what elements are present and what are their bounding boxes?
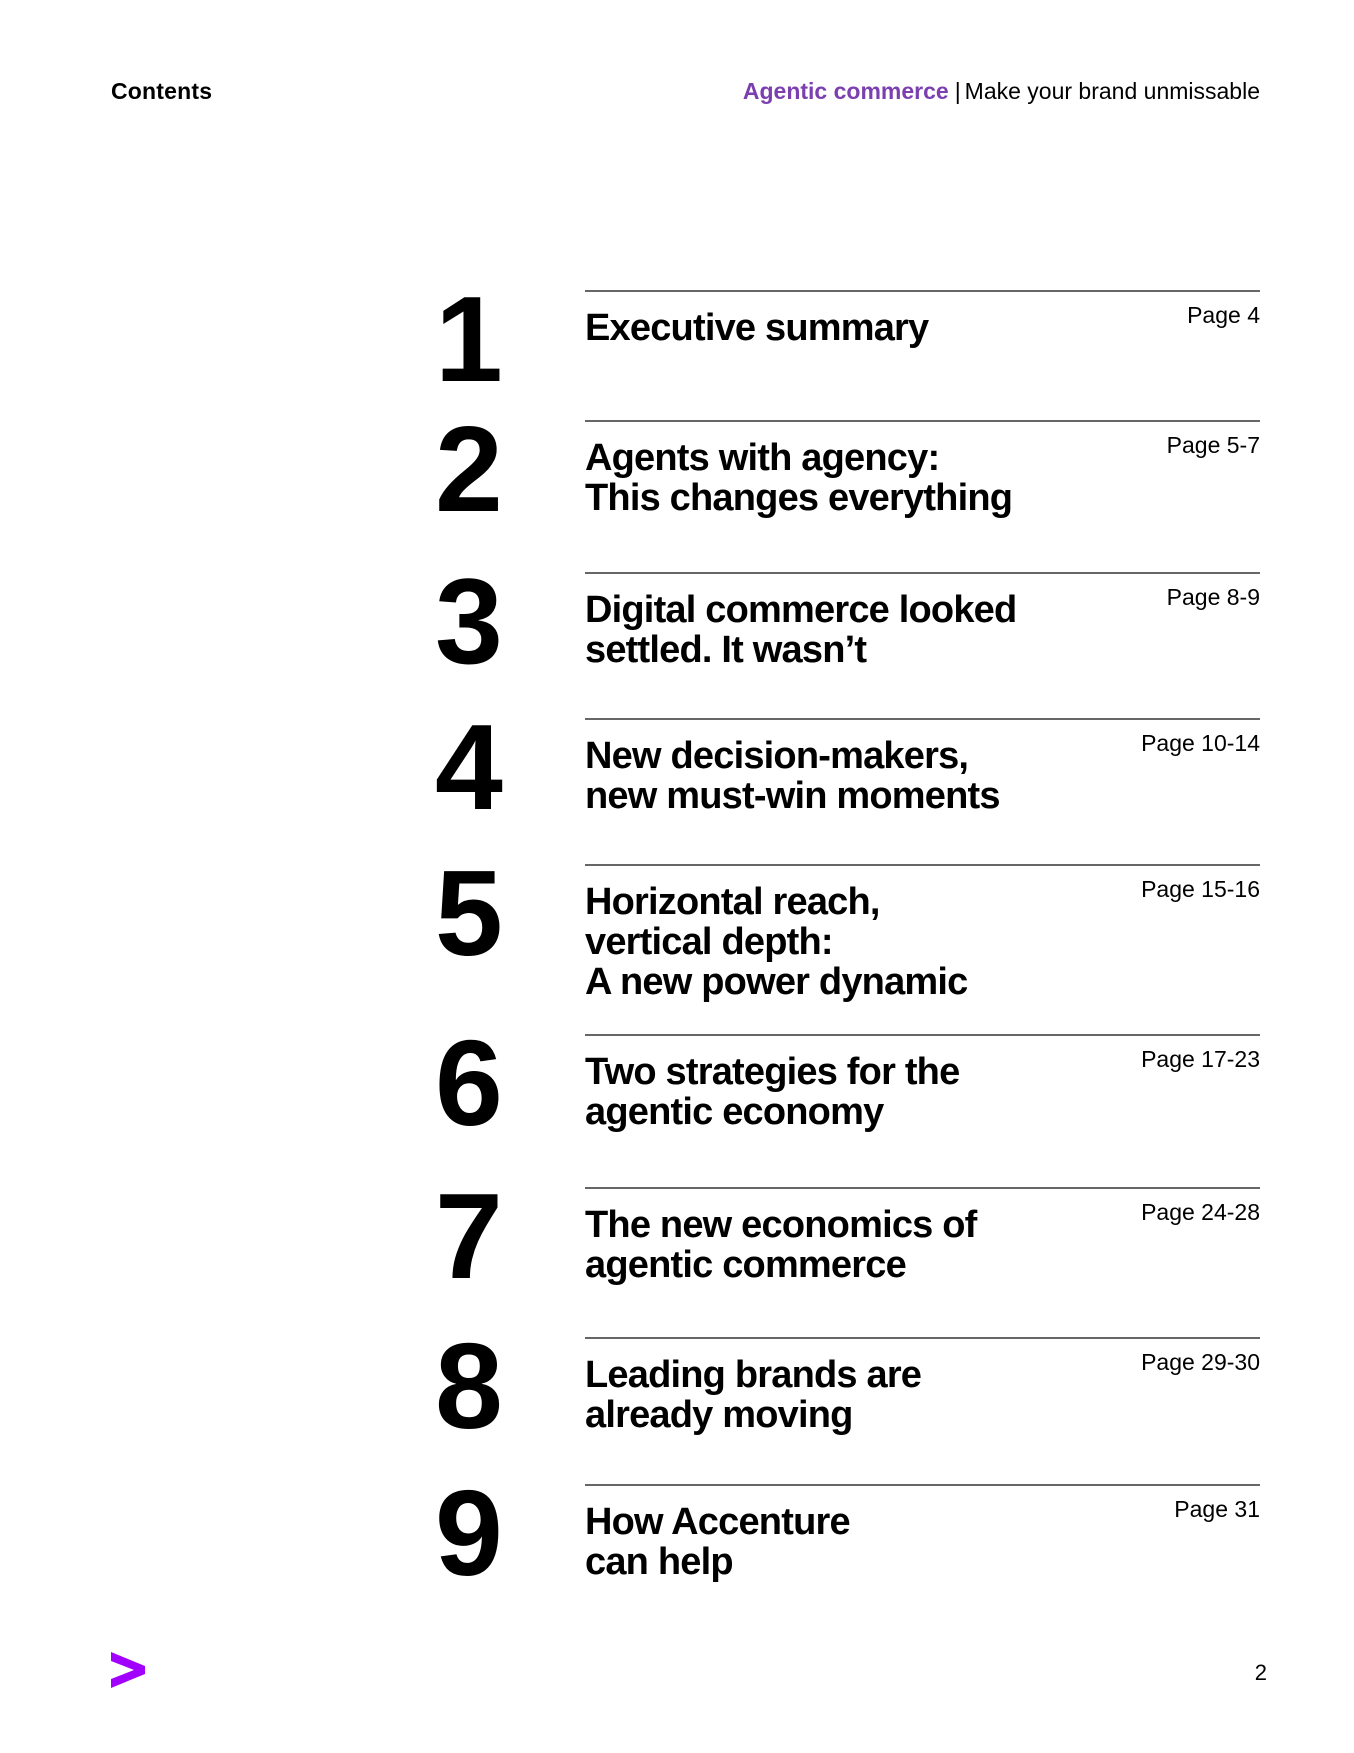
toc-page-ref[interactable]: Page 24-28 <box>1141 1199 1260 1225</box>
divider <box>585 718 1260 720</box>
toc-title[interactable] <box>585 1502 1105 1582</box>
toc-title-line: Horizontal reach, <box>585 881 880 923</box>
document-subtitle: Make your brand unmissable <box>964 78 1260 104</box>
toc-title[interactable] <box>585 882 1105 1002</box>
toc-title-line: Leading brands are <box>585 1354 922 1396</box>
toc-page-ref[interactable]: Page 17-23 <box>1141 1046 1260 1072</box>
toc-title-line: How Accenture <box>585 1501 850 1543</box>
toc-title-line: agentic commerce <box>585 1244 906 1286</box>
section-label: Contents <box>111 78 213 104</box>
divider <box>585 1034 1260 1036</box>
toc-title-line: already moving <box>585 1394 853 1436</box>
divider <box>585 1187 1260 1189</box>
toc-number: 8 <box>435 1318 501 1454</box>
toc-title-line: Two strategies for the <box>585 1051 960 1093</box>
toc-page-ref[interactable]: Page 8-9 <box>1166 584 1260 610</box>
toc-title-line: settled. It wasn’t <box>585 629 867 671</box>
toc-page-ref[interactable]: Page 29-30 <box>1141 1349 1260 1375</box>
toc-title[interactable] <box>585 1205 1105 1285</box>
toc-number: 3 <box>435 553 501 689</box>
toc-title-line: A new power dynamic <box>585 961 968 1003</box>
divider <box>585 864 1260 866</box>
toc-number: 6 <box>435 1015 501 1151</box>
toc-number: 2 <box>435 401 501 537</box>
toc-title-line: The new economics of <box>585 1204 977 1246</box>
toc-title-line: Executive summary <box>585 307 929 349</box>
brand-title: Agentic commerce <box>742 78 949 104</box>
toc-title-line: agentic economy <box>585 1091 884 1133</box>
toc-page-ref[interactable]: Page 15-16 <box>1141 876 1260 902</box>
toc-number: 1 <box>435 271 501 407</box>
toc-title[interactable] <box>585 590 1105 670</box>
toc-title-line: Agents with agency: <box>585 437 940 479</box>
title-separator: | <box>954 78 961 104</box>
toc-title-line: new must-win moments <box>585 775 1000 817</box>
document-title <box>743 78 1260 105</box>
toc-page-ref[interactable]: Page 10-14 <box>1141 730 1260 756</box>
toc-title[interactable] <box>585 438 1105 518</box>
toc-title-line: This changes everything <box>585 477 1013 519</box>
divider <box>585 420 1260 422</box>
toc-title-line: Digital commerce looked <box>585 589 1017 631</box>
divider <box>585 572 1260 574</box>
toc-page-ref[interactable]: Page 4 <box>1187 302 1260 328</box>
page-number: 2 <box>1254 1660 1267 1685</box>
divider <box>585 1337 1260 1339</box>
toc-title[interactable] <box>585 1052 1105 1132</box>
accenture-chevron-icon <box>111 1652 145 1688</box>
toc-page-ref[interactable]: Page 5-7 <box>1166 432 1260 458</box>
toc-title[interactable] <box>585 308 1105 348</box>
toc-title[interactable] <box>585 1355 1105 1435</box>
toc-title-line: vertical depth: <box>585 921 833 963</box>
toc-title-line: New decision-makers, <box>585 735 969 777</box>
toc-number: 9 <box>435 1465 501 1601</box>
divider <box>585 290 1260 292</box>
toc-title[interactable] <box>585 736 1105 816</box>
toc-number: 4 <box>435 699 501 835</box>
divider <box>585 1484 1260 1486</box>
toc-number: 7 <box>435 1168 501 1304</box>
toc-number: 5 <box>435 845 501 981</box>
toc-title-line: can help <box>585 1541 733 1583</box>
toc-page-ref[interactable]: Page 31 <box>1174 1496 1260 1522</box>
